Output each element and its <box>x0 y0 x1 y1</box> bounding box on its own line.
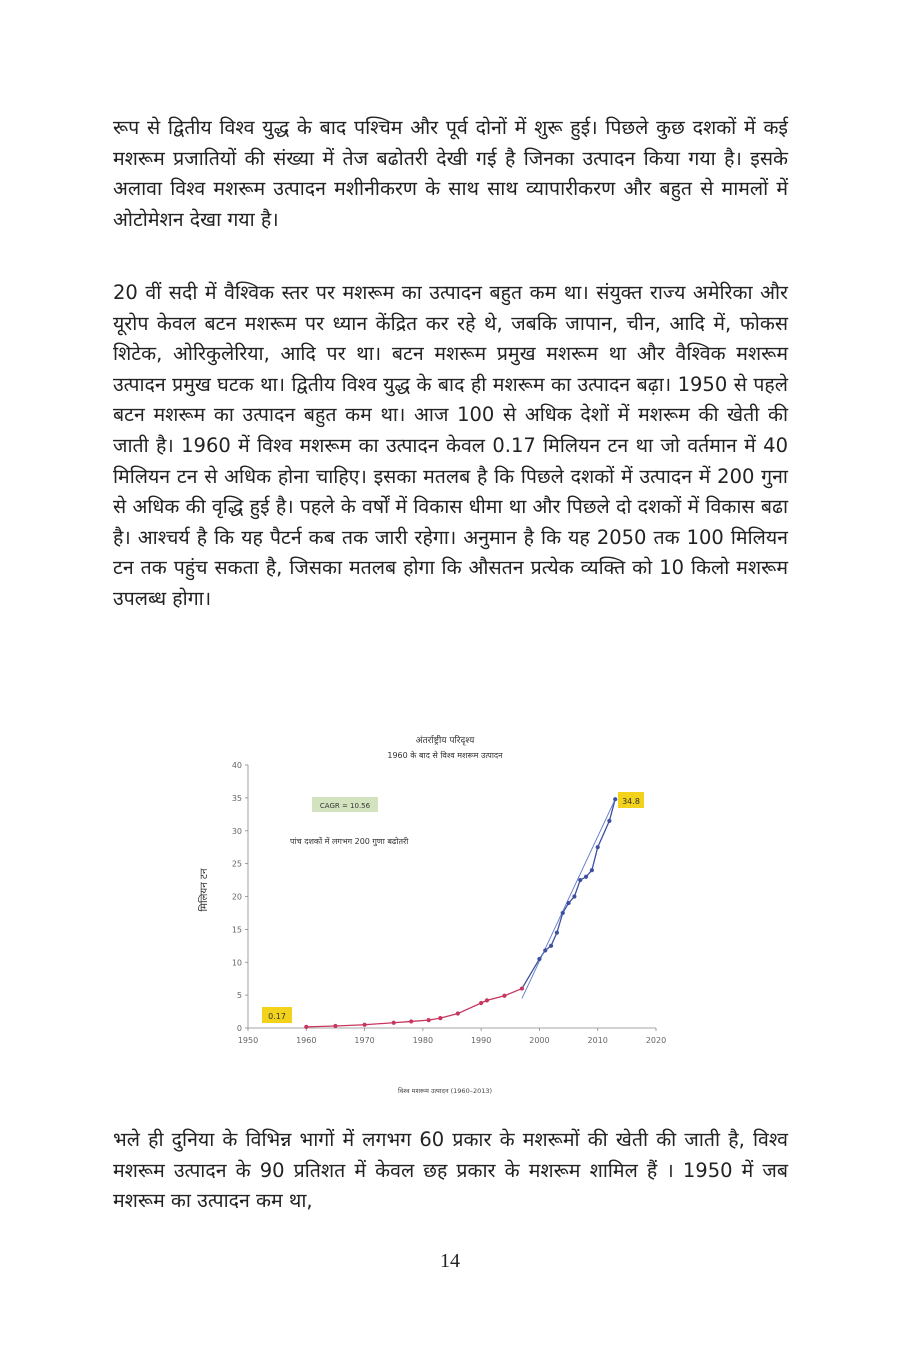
data-point <box>607 819 611 823</box>
y-tick-label: 15 <box>231 925 242 935</box>
y-tick-label: 25 <box>231 859 242 869</box>
data-point <box>590 868 594 872</box>
data-point <box>502 994 506 998</box>
data-point <box>596 845 600 849</box>
production-chart <box>190 725 690 1100</box>
x-tick-label: 2010 <box>587 1036 608 1045</box>
paragraph: 20 वीं सदी में वैश्विक स्तर पर मशरूम का उत्पादन बहुत कम था। संयुक्त राज्य अमेरिका और यूरोप केवल बटन मशरूम पर ध्यान केंद्रित कर रहे थे, जबकि जापान, चीन, आदि में, फोकस शिटेक, ओरिकुलेरिया, आदि पर था। बटन मशरूम प्रमुख मशरूम था और वैश्विक मशरूम उत्पादन प्रमुख घटक था। द्वितीय विश्व युद्ध के बाद ही मशरूम का उत्पादन बढ़ा। 1950 से पहले बटन मशरूम का उत्पादन बहुत कम था। आज 100 से अधिक देशों में मशरूम की खेती की जाती है। 1960 में विश्व मशरूम का उत्पादन केवल 0.17 मिलियन टन था जो वर्तमान में 40 मिलियन टन से अधिक होना चाहिए। इसका मतलब है कि पिछले दशकों में उत्पादन में 200 गुना से अधिक की वृद्धि हुई है। पहले के वर्षों में विकास धीमा था और पिछले दो दशकों में विकास बढा है। आश्चर्य है कि यह पैटर्न कब तक जारी रहेगा। अनुमान है कि यह 2050 तक 100 मिलियन टन तक पहुंच सकता है, जिसका मतलब होगा कि औसतन प्रत्येक व्यक्ति को 10 किलो मशरूम उपलब्ध होगा। <box>113 281 788 610</box>
data-point <box>549 944 553 948</box>
series-line-early <box>306 989 522 1027</box>
x-tick-label: 1990 <box>470 1036 492 1045</box>
data-point <box>584 875 588 879</box>
page-number: 14 <box>440 1250 460 1272</box>
growth-note: पांच दशकों में लगभग 200 गुणा बढोतरी <box>290 837 409 846</box>
data-point <box>485 998 489 1002</box>
x-tick-label: 1960 <box>296 1036 317 1045</box>
chart-caption: विश्व मशरूम उत्पादन (1960–2013) <box>397 1087 493 1095</box>
data-point <box>456 1011 460 1015</box>
data-point <box>561 911 565 915</box>
data-point <box>392 1021 396 1025</box>
y-tick-label: 0 <box>236 1024 242 1033</box>
data-point <box>578 878 582 882</box>
x-tick-label: 1980 <box>412 1036 434 1045</box>
data-point <box>555 931 559 935</box>
chart-subtitle: 1960 के बाद से विश्व मशरूम उत्पादन <box>387 751 503 760</box>
data-point <box>566 901 570 905</box>
x-tick-label: 2020 <box>645 1036 667 1045</box>
chart-title: अंतर्राष्ट्रीय परिदृश्य <box>415 736 475 746</box>
y-tick-label: 20 <box>231 892 242 902</box>
x-tick-label: 1950 <box>237 1036 259 1045</box>
x-tick-label: 1970 <box>354 1036 375 1045</box>
y-tick-label: 40 <box>231 761 242 770</box>
data-point <box>438 1016 442 1020</box>
data-point <box>427 1018 431 1022</box>
data-point <box>537 957 541 961</box>
data-point <box>479 1001 483 1005</box>
y-tick-label: 30 <box>231 826 242 836</box>
data-point <box>520 986 524 990</box>
data-point <box>572 894 576 898</box>
y-tick-label: 35 <box>231 793 242 803</box>
data-point <box>613 797 617 801</box>
start-value-label: 0.17 <box>268 1012 286 1021</box>
trend-line <box>522 799 615 998</box>
y-tick-label: 5 <box>236 991 242 1001</box>
y-axis-label: मिलियन टन <box>199 868 210 912</box>
paragraph: रूप से द्वितीय विश्व युद्ध के बाद पश्चिम और पूर्व दोनों में शुरू हुई। पिछले कुछ दशकों में कई मशरूम प्रजातियों की संख्या में तेज बढोतरी देखी गई है जिनका उत्पादन किया गया है। इसके अलावा विश्व मशरूम उत्पादन मशीनीकरण के साथ साथ व्यापारीकरण और बहुत से मामलों में ओटोमेशन देखा गया है। <box>113 116 788 231</box>
end-value-label: 34.8 <box>622 797 640 806</box>
data-point <box>409 1019 413 1023</box>
y-tick-label: 10 <box>231 958 242 968</box>
series-line-late <box>522 799 615 988</box>
cagr-label: CAGR = 10.56 <box>319 802 371 810</box>
data-point <box>304 1025 308 1029</box>
chart-marks <box>304 797 617 1029</box>
chart-axes <box>232 761 666 1045</box>
data-point <box>333 1024 337 1028</box>
data-point <box>362 1023 366 1027</box>
x-tick-label: 2000 <box>529 1036 550 1045</box>
paragraph: भले ही दुनिया के विभिन्न भागों में लगभग 60 प्रकार के मशरूमों की खेती की जाती है, विश्व मशरूम उत्पादन के 90 प्रतिशत में केवल छह प्रकार के मशरूम शामिल हैं । 1950 में जब मशरूम का उत्पादन कम था, <box>113 1128 788 1213</box>
data-point <box>543 948 547 952</box>
